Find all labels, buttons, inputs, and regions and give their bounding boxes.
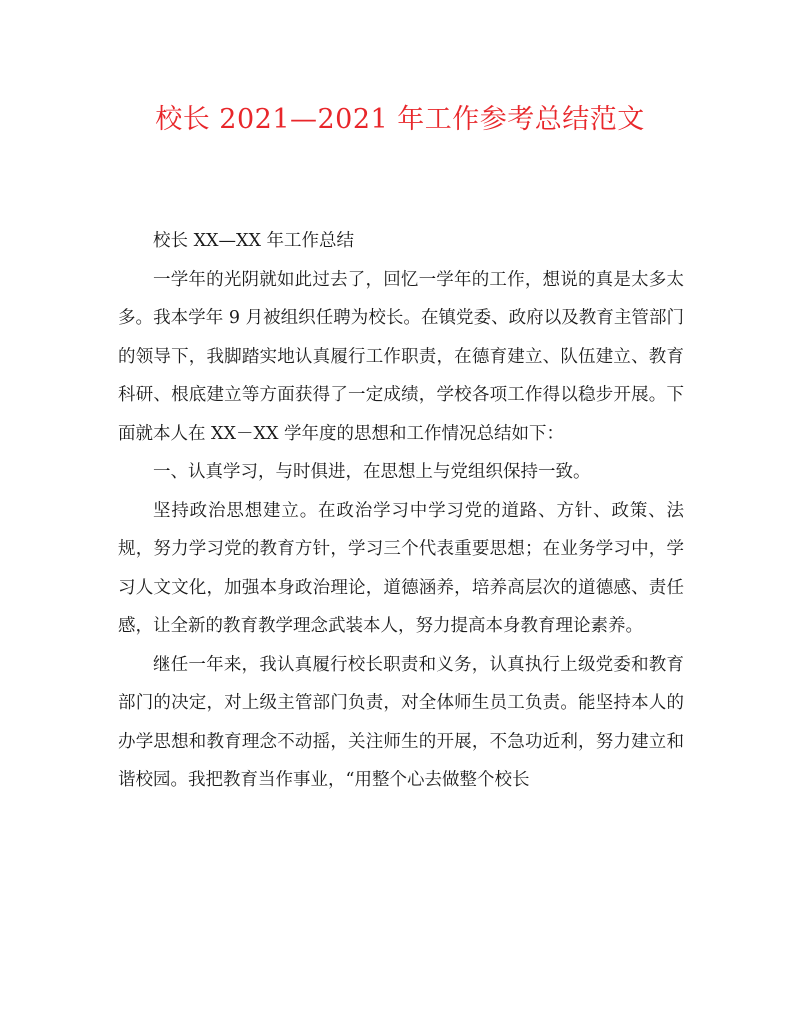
paragraph-duties: 继任一年来，我认真履行校长职责和义务，认真执行上级党委和教育部门的决定，对上级主管部门负责，对全体师生员工负责。能坚持本人的办学思想和教育理念不动摇，关注师生的开展，不急功近利，努力建立和谐校园。我把教育当作事业，“用整个心去做整个校长 bbox=[118, 654, 684, 790]
section-heading-1: 一、认真学习，与时俱进，在思想上与党组织保持一致。 bbox=[153, 462, 591, 482]
paragraph-intro: 一学年的光阴就如此过去了，回忆一学年的工作，想说的真是太多太多。我本学年 9 月被组织任聘为校长。在镇党委、政府以及教育主管部门的领导下，我脚踏实地认真履行工作职责，在德育建立、队伍建立、教育科研、根底建立等方面获得了一定成绩，学校各项工作得以稳步开展。下面就本人在 XX－XX 学年度的思想和工作情况总结如下： bbox=[118, 269, 684, 444]
paragraph-political-study: 坚持政治思想建立。在政治学习中学习党的道路、方针、政策、法规，努力学习党的教育方针，学习三个代表重要思想；在业务学习中，学习人文文化，加强本身政治理论，道德涵养，培养高层次的道德感、责任感，让全新的教育教学理念武装本人，努力提高本身教育理论素养。 bbox=[118, 500, 684, 636]
document-title: 校长 2021—2021 年工作参考总结范文 bbox=[155, 104, 645, 135]
document-body bbox=[118, 222, 684, 800]
document-subtitle: 校长 XX—XX 年工作总结 bbox=[153, 231, 354, 251]
